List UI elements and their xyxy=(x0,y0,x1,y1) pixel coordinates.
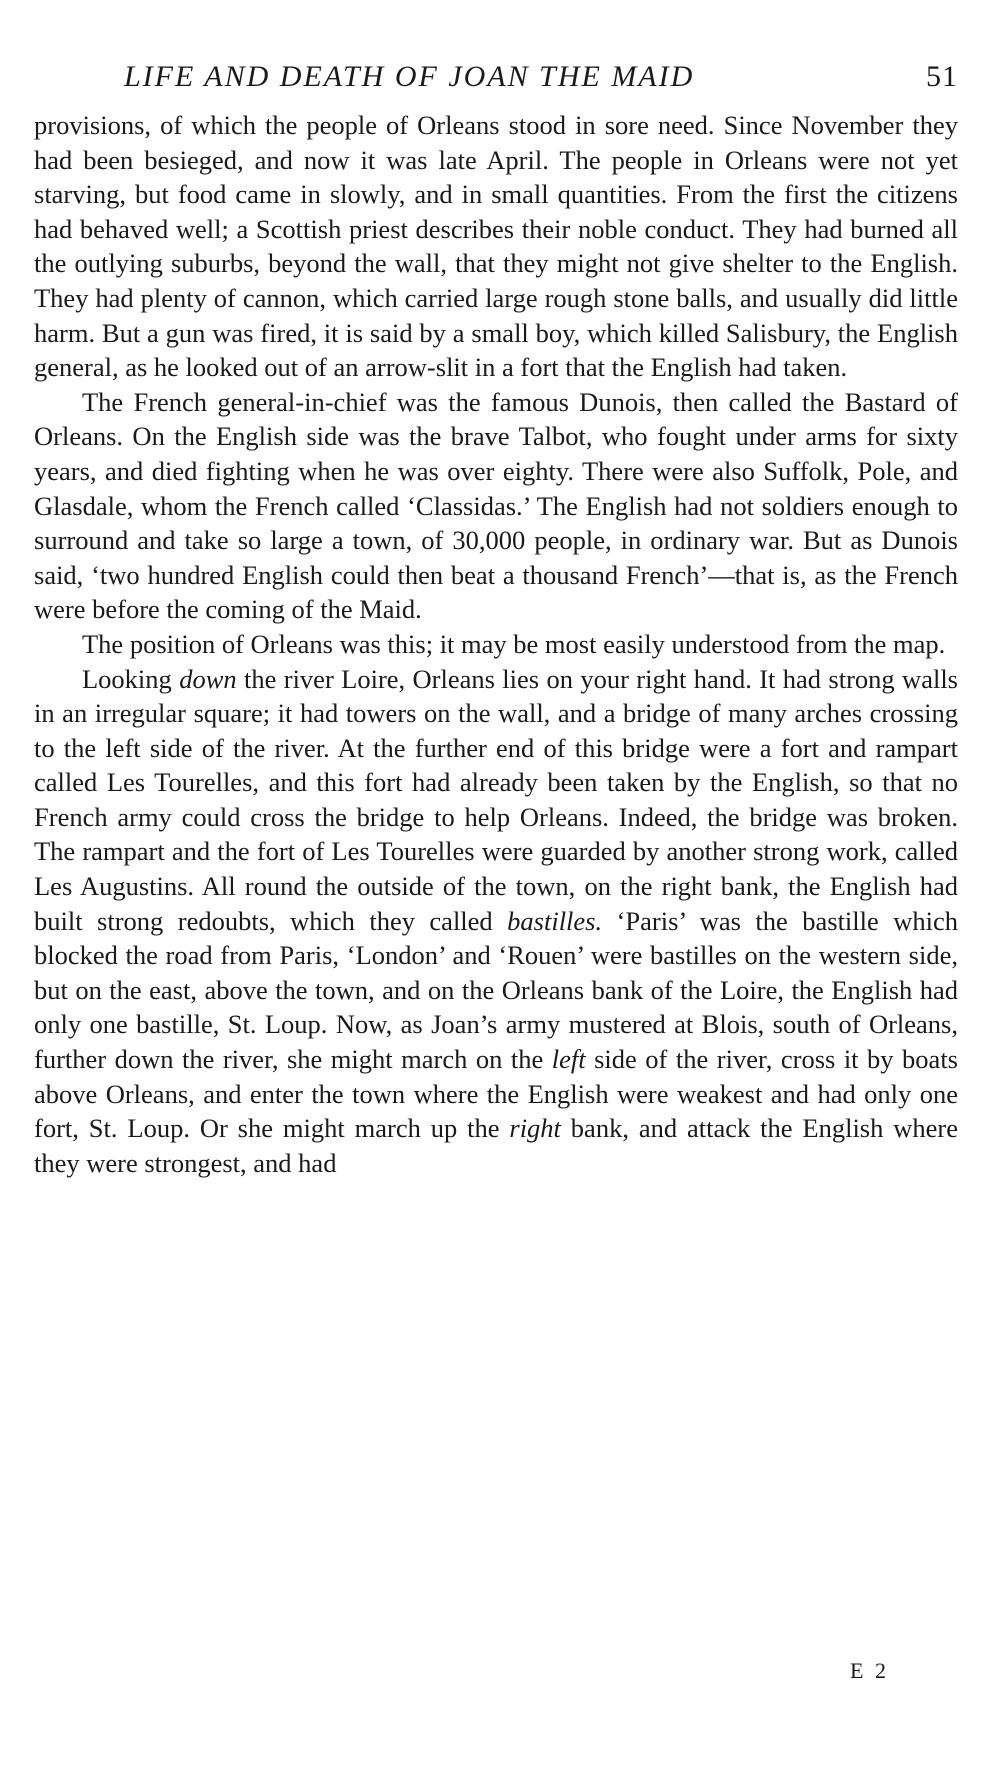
paragraph-text: The position of Orleans was this; it may be most easily understood from the map. xyxy=(82,628,946,659)
body-text xyxy=(34,108,958,1180)
paragraph-text: The French general-in-chief was the famous Dunois, then called the Bastard of Orleans. On the English side was the brave Talbot, who fought under arms for sixty years, and died fighting when he was over eighty. There were also Suffolk, Pole, and Glasdale, whom the French called ‘Classidas.’ The English had not soldiers enough to surround and take so large a town, of 30,000 people, in ordinary war. But as Dunois said, ‘two hundred English could then beat a thousand French’—that is, as the French were before the coming of the Maid. xyxy=(34,386,958,625)
paragraph-text: Looking xyxy=(82,663,180,694)
paragraph xyxy=(34,108,958,385)
paragraph xyxy=(34,662,958,1181)
book-page xyxy=(34,60,958,1180)
signature-mark: E 2 xyxy=(850,1658,889,1683)
italic-text: down xyxy=(179,663,237,694)
running-head xyxy=(34,60,958,108)
paragraph-text: the river Loire, Orleans lies on your right hand. It had strong walls in an irregular square; it had towers on the wall, and a bridge of many arches crossing to the left side of the river. At the further end of this bridge were a fort and rampart called Les Tourelles, and this fort had already been taken by the English, so that no French army could cross the bridge to help Orleans. Indeed, the bridge was broken. The rampart and the fort of Les Tourelles were guarded by another strong work, called Les Augustins. All round the outside of the town, on the right bank, the English had built strong redoubts, which they called xyxy=(34,663,958,936)
paragraph-text: ‘Paris’ was the bastille which blocked the road from Paris, ‘London’ and ‘Rouen’ were bastilles on the western side, but on the east, above the town, and on the Orleans bank of the Loire, the English had only one bastille, St. Loup. Now, as Joan’s army mustered at Blois, south of Orleans, further down the river, she might march on the xyxy=(34,905,959,1075)
italic-text: left xyxy=(551,1044,586,1075)
running-title: LIFE AND DEATH OF JOAN THE MAID xyxy=(124,60,695,93)
paragraph xyxy=(34,385,958,627)
italic-text: bastilles. xyxy=(507,905,603,936)
page-number: 51 xyxy=(926,60,958,93)
paragraph xyxy=(34,627,958,662)
paragraph-text: side of the river, cross it by boats above Orleans, and enter the town where the English were weakest and had only one fort, St. Loup. Or she might march up the xyxy=(34,1044,958,1144)
italic-text: right xyxy=(509,1113,561,1144)
paragraph-text: provisions, of which the people of Orleans stood in sore need. Since November they had been besieged, and now it was late April. The people in Orleans were not yet starving, but food came in slowly, and in small quantities. From the first the citizens had behaved well; a Scottish priest describes their noble conduct. They had burned all the outlying suburbs, beyond the wall, that they might not give shelter to the English. They had plenty of cannon, which carried large rough stone balls, and usually did little harm. But a gun was fired, it is said by a small boy, which killed Salisbury, the English general, as he looked out of an arrow-slit in a fort that the English had taken. xyxy=(34,110,958,383)
paragraph-text: bank, and attack the English where they were strongest, and had xyxy=(34,1113,958,1178)
